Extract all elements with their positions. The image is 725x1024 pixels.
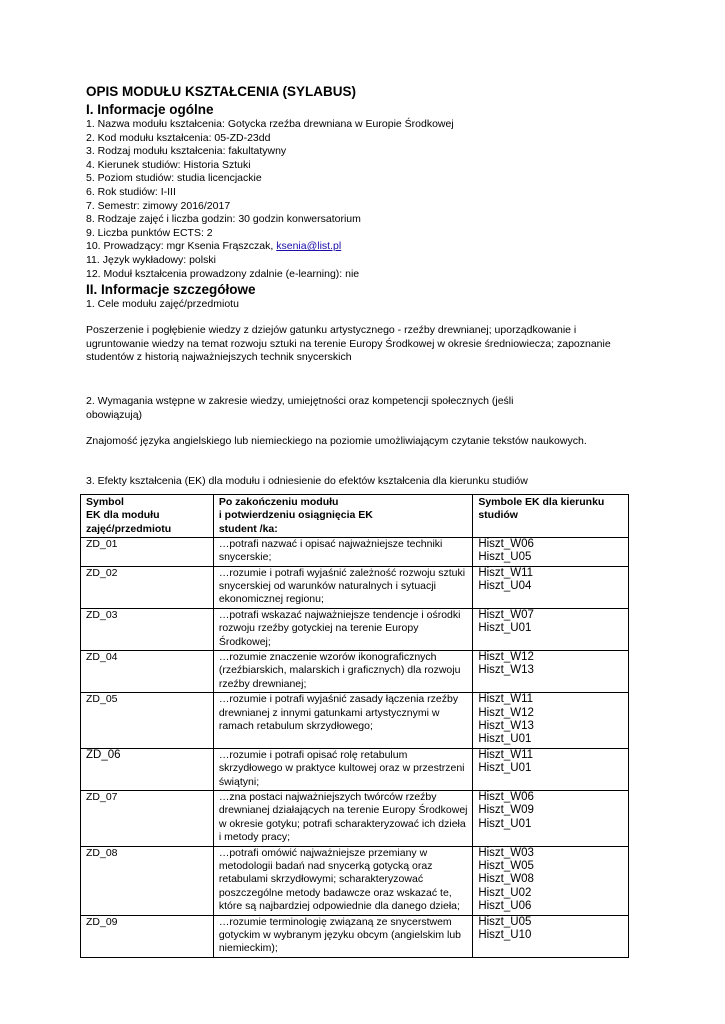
effect-description: …rozumie terminologię związaną ze snycerstwem gotyckim w wybranym języku obcym (angielskim lub niemieckim); (213, 915, 472, 957)
syllabus-page (86, 84, 634, 958)
program-symbol: Hiszt_U01 (478, 817, 532, 830)
effect-program-symbols (473, 846, 629, 915)
effect-description: …rozumie znaczenie wzorów ikonograficznych (rzeźbiarskich, malarskich i graficznych) dla rozwoju rzeźby drewnianej; (213, 650, 472, 692)
effect-program-symbols (473, 537, 629, 566)
general-info-list-continued (86, 254, 634, 281)
program-symbol: Hiszt_U04 (478, 579, 532, 592)
program-symbol: Hiszt_U06 (478, 900, 532, 913)
table-header-row (81, 495, 629, 538)
program-symbol: Hiszt_W07 (478, 608, 534, 621)
effect-program-symbols (473, 608, 629, 650)
general-info-item: 9. Liczba punktów ECTS: 2 (86, 226, 213, 239)
general-info-item: 4. Kierunek studiów: Historia Sztuki (86, 158, 251, 171)
effect-code: ZD_04 (81, 650, 214, 692)
table-row (81, 608, 629, 650)
effect-program-symbols (473, 791, 629, 847)
effect-description: …rozumie i potrafi opisać rolę retabulum skrzydłowego w praktyce kultowej oraz w przestrzeni świątyni; (213, 748, 472, 790)
goals-label: 1. Cele modułu zajęć/przedmiotu (86, 298, 239, 311)
effect-code: ZD_06 (81, 748, 214, 790)
document-title: OPIS MODUŁU KSZTAŁCENIA (SYLABUS) (86, 84, 356, 99)
header-text-line: zajęć/przedmiotu (86, 522, 172, 535)
effect-code: ZD_01 (81, 537, 214, 566)
program-symbol: Hiszt_U05 (478, 915, 532, 928)
effect-code: ZD_03 (81, 608, 214, 650)
lecturer-label: 10. Prowadzący: mgr Ksenia Frąszczak, (86, 240, 277, 253)
program-symbol: Hiszt_U02 (478, 886, 532, 899)
header-symbol (81, 495, 214, 538)
header-text-line: EK dla modułu (86, 509, 160, 522)
header-text-line: student /ka: (218, 522, 278, 535)
header-text-line: i potwierdzeniu osiągnięcia EK (218, 509, 373, 522)
general-info-item: 6. Rok studiów: I-III (86, 185, 176, 198)
effect-program-symbols (473, 693, 629, 749)
effect-code: ZD_07 (81, 791, 214, 847)
general-info-item: 7. Semestr: zimowy 2016/2017 (86, 199, 231, 212)
header-text-line: Symbol (86, 496, 124, 509)
goals-text: Poszerzenie i pogłębienie wiedzy z dziejów gatunku artystycznego - rzeźby drewnianej; uporządkowanie i ugruntowanie wiedzy na temat rozwoju sztuki na terenie Europy Środkowej w okresie średniowiecza; zapoznanie studentów z historią najważniejszych technik snycerskich (86, 323, 611, 364)
general-info-item: 5. Poziom studiów: studia licencjackie (86, 172, 262, 185)
program-symbol: Hiszt_U10 (478, 929, 532, 942)
effects-label: 3. Efekty kształcenia (EK) dla modułu i odniesienie do efektów kształcenia dla kierunku studiów (86, 474, 528, 487)
section-general-heading: I. Informacje ogólne (86, 102, 214, 117)
general-info-item: 1. Nazwa modułu kształcenia: Gotycka rzeźba drewniana w Europie Środkowej (86, 118, 454, 130)
program-symbol: Hiszt_W12 (478, 706, 534, 719)
effect-code: ZD_08 (81, 846, 214, 915)
table-row (81, 693, 629, 749)
effect-code: ZD_05 (81, 693, 214, 749)
effect-description: …potrafi omówić najważniejsze przemiany w metodologii badań nad snycerką gotycką oraz retabulami skrzydłowymi; scharakteryzować poszczególne metody badawcze oraz wskazać te, które są najbardziej odpowiednie dla danego dzieła; (213, 846, 472, 915)
effect-program-symbols (473, 748, 629, 790)
header-text-line: Po zakończeniu modułu (218, 496, 339, 509)
header-text-line: Symbole EK dla kierunku (478, 496, 605, 509)
program-symbol: Hiszt_W13 (478, 664, 534, 677)
table-row (81, 650, 629, 692)
general-info-item: 11. Język wykładowy: polski (86, 253, 216, 266)
program-symbol: Hiszt_W05 (478, 860, 534, 873)
effect-description: …potrafi wskazać najważniejsze tendencje i ośrodki rozwoju rzeźby gotyckiej na terenie Europy Środkowej; (213, 608, 472, 650)
program-symbol: Hiszt_W11 (478, 748, 534, 761)
table-row (81, 846, 629, 915)
program-symbol: Hiszt_U01 (478, 733, 532, 746)
lecturer-email-link[interactable]: ksenia@list.pl (276, 240, 342, 253)
table-row (81, 566, 629, 608)
program-symbol: Hiszt_W06 (478, 791, 534, 804)
program-symbol: Hiszt_W03 (478, 846, 534, 859)
table-row (81, 915, 629, 957)
header-program-symbols (473, 495, 629, 538)
effect-code: ZD_02 (81, 566, 214, 608)
effect-description: …rozumie i potrafi wyjaśnić zależność rozwoju sztuki snycerskiej od warunków naturalnych i sytuacji ekonomicznej regionu; (213, 566, 472, 608)
header-text-line: studiów (478, 509, 518, 522)
program-symbol: Hiszt_W06 (478, 537, 534, 550)
effect-description: …zna postaci najważniejszych twórców rzeźby drewnianej działających na terenie Europy Środkowej w okresie gotyku; potrafi scharakteryzować ich dzieła i metody pracy; (213, 791, 472, 847)
learning-effects-table (80, 494, 629, 958)
effect-program-symbols (473, 650, 629, 692)
general-info-item: 12. Moduł kształcenia prowadzony zdalnie (e-learning): nie (86, 267, 360, 280)
general-info-item: 2. Kod modułu kształcenia: 05-ZD-23dd (86, 131, 271, 144)
effect-description: …rozumie i potrafi wyjaśnić zasady łączenia rzeźby drewnianej z innymi gatunkami artystycznymi w ramach retabulum skrzydłowego; (213, 693, 472, 749)
effect-code: ZD_09 (81, 915, 214, 957)
program-symbol: Hiszt_U05 (478, 551, 532, 564)
lecturer-line (86, 240, 634, 254)
program-symbol: Hiszt_W12 (478, 650, 534, 663)
program-symbol: Hiszt_U01 (478, 622, 532, 635)
effect-program-symbols (473, 915, 629, 957)
general-info-list (86, 118, 634, 240)
general-info-item: 3. Rodzaj modułu kształcenia: fakultatywny (86, 145, 287, 158)
program-symbol: Hiszt_U01 (478, 762, 532, 775)
general-info-item: 8. Rodzaje zajęć i liczba godzin: 30 godzin konwersatorium (86, 213, 361, 226)
program-symbol: Hiszt_W11 (478, 566, 534, 579)
header-description (213, 495, 472, 538)
requirements-label: 2. Wymagania wstępne w zakresie wiedzy, umiejętności oraz kompetencji społecznych (jeśli obowiązują) (86, 395, 514, 421)
section-detail-heading: II. Informacje szczegółowe (86, 282, 256, 298)
table-row (81, 748, 629, 790)
table-row (81, 791, 629, 847)
effect-program-symbols (473, 566, 629, 608)
program-symbol: Hiszt_W09 (478, 804, 534, 817)
program-symbol: Hiszt_W08 (478, 873, 534, 886)
program-symbol: Hiszt_W11 (478, 693, 534, 706)
table-row (81, 537, 629, 566)
requirements-text: Znajomość języka angielskiego lub niemieckiego na poziomie umożliwiającym czytanie tekstów naukowych. (86, 434, 587, 447)
program-symbol: Hiszt_W13 (478, 719, 534, 732)
effect-description: …potrafi nazwać i opisać najważniejsze techniki snycerskie; (213, 537, 472, 566)
